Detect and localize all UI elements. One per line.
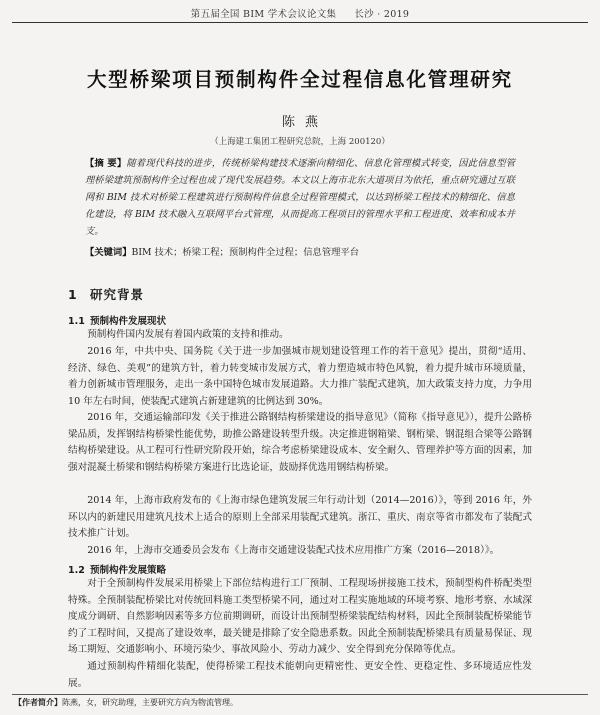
- paper-title: 大型桥梁项目预制构件全过程信息化管理研究: [86, 68, 513, 91]
- subsection-heading-1-2: [68, 562, 166, 576]
- author-affiliation: （上海建工集团工程研究总院，上海 200120）: [210, 137, 390, 147]
- paragraph: 通过预制构件精细化装配，使得桥梁工程技术能朝向更精密性、更安全性、更稳定性、多环境适应性发展。: [68, 661, 532, 689]
- keywords-label: 【关键词】: [85, 247, 132, 258]
- paragraph: 2016 年，交通运输部印发《关于推进公路钢结构桥梁建设的指导意见》（简称《指导意见》），提升公路桥梁品质，发挥钢结构桥梁性能优势，助推公路建设转型升级。决定推进钢箱梁、钢桁梁、钢混组合梁等公路钢结构桥梁建设。从工程可行性研究阶段开始，综合考虑桥梁建设成本、安全耐久、管理养护等方面的因素，加强对混凝土桥梁和钢结构桥梁方案进行比选论证，鼓励择优选用钢结构桥梁。: [68, 412, 532, 473]
- subsection-title: 预制构件发展策略: [90, 565, 167, 576]
- subsection-title: 预制构件发展现状: [90, 316, 167, 327]
- author-name: 陈燕: [281, 115, 328, 130]
- section-number: 1: [68, 287, 78, 302]
- paragraph: 预制构件国内发展有着国内政策的支持和推动。: [87, 329, 289, 340]
- subsection-heading-1-1: [68, 313, 166, 327]
- running-header-location: 长沙 · 2019: [354, 9, 410, 20]
- paragraph: 2016 年，中共中央、国务院《关于进一步加强城市规划建设管理工作的若干意见》提出，贯彻“适用、经济、绿色、美观”的建筑方针，着力转变城市发展方式，着力塑造城市特色风貌，着力提升城市环境质量，着力创新城市管理服务，走出一条中国特色城市发展道路。大力推广装配式建筑，加大政策支持力度，力争用 10 年左右时间，使装配式建筑占新建建筑的比例达到 30%。: [68, 346, 532, 407]
- paragraph: 2016 年，上海市交通委员会发布《上海市交通建设装配式技术应用推广方案（2016—2018）》。: [87, 545, 500, 556]
- keywords: [85, 244, 515, 261]
- paragraph: 对于全预制构件发展采用桥梁上下部位结构进行工厂预制、工程现场拼接施工技术，预制型构件桥配类型特殊。全预制装配桥梁比对传统回料施工类型桥梁不同，通过对工程实施地域的环境考察、地形考察、水域深度成分调研、自然影响因素等多方位前期调研，而设计出预制型桥梁装配结构材料，因此全预制装配桥梁能节约了工程时间，又提高了建设效率，最关键是排除了安全隐患系数。因此全预制装配桥梁具有质量易保证、现场工期短、交通影响小、环境污染少、事故风险小、劳动力减少、安全得到充分保障等优点。: [68, 578, 532, 656]
- subsection-number: 1.2: [68, 565, 85, 576]
- paragraph: 2014 年，上海市政府发布的《上海市绿色建筑发展三年行动计划（2014—2016）》，等到 2016 年，外环以内的新建民用建筑凡技术上适合的原则上全部采用装配式建筑。浙江、重庆、南京等省市都发布了装配式技术推广计划。: [68, 495, 532, 540]
- footnote-text: 陈燕，女，研究助理，主要研究方向为物流管理。: [62, 698, 238, 707]
- section-heading-1: [68, 285, 144, 303]
- footnote-label: 【作者简介】: [14, 698, 62, 707]
- abstract-label: 【摘 要】: [85, 158, 127, 169]
- subsection-number: 1.1: [68, 316, 85, 327]
- abstract-text: 随着现代科技的进步，传统桥梁构建技术逐渐向精细化、信息化管理模式转变，因此信息型管理桥梁建筑预制构件全过程也成了现代发展趋势。本文以上海市北东大道项目为依托，重点研究通过互联网和 BIM 技术对桥梁工程建筑进行预制构件信息全过程管理模式，以达到桥梁工程技术的精细化、信息化建设，将 BIM 技术融入互联网平台式管理，从而提高工程项目的管理水平和工程进度、效率和成本并支。: [85, 158, 515, 237]
- footnote-rule: [12, 694, 588, 695]
- running-header: [0, 6, 600, 20]
- author-footnote: [14, 697, 238, 708]
- keywords-text: BIM 技术；桥梁工程；预制构件全过程；信息管理平台: [131, 247, 360, 258]
- abstract: [85, 155, 515, 240]
- section-title: 研究背景: [90, 287, 145, 302]
- header-rule: [12, 22, 588, 23]
- running-header-conference: 第五届全国 BIM 学术会议论文集: [190, 9, 337, 20]
